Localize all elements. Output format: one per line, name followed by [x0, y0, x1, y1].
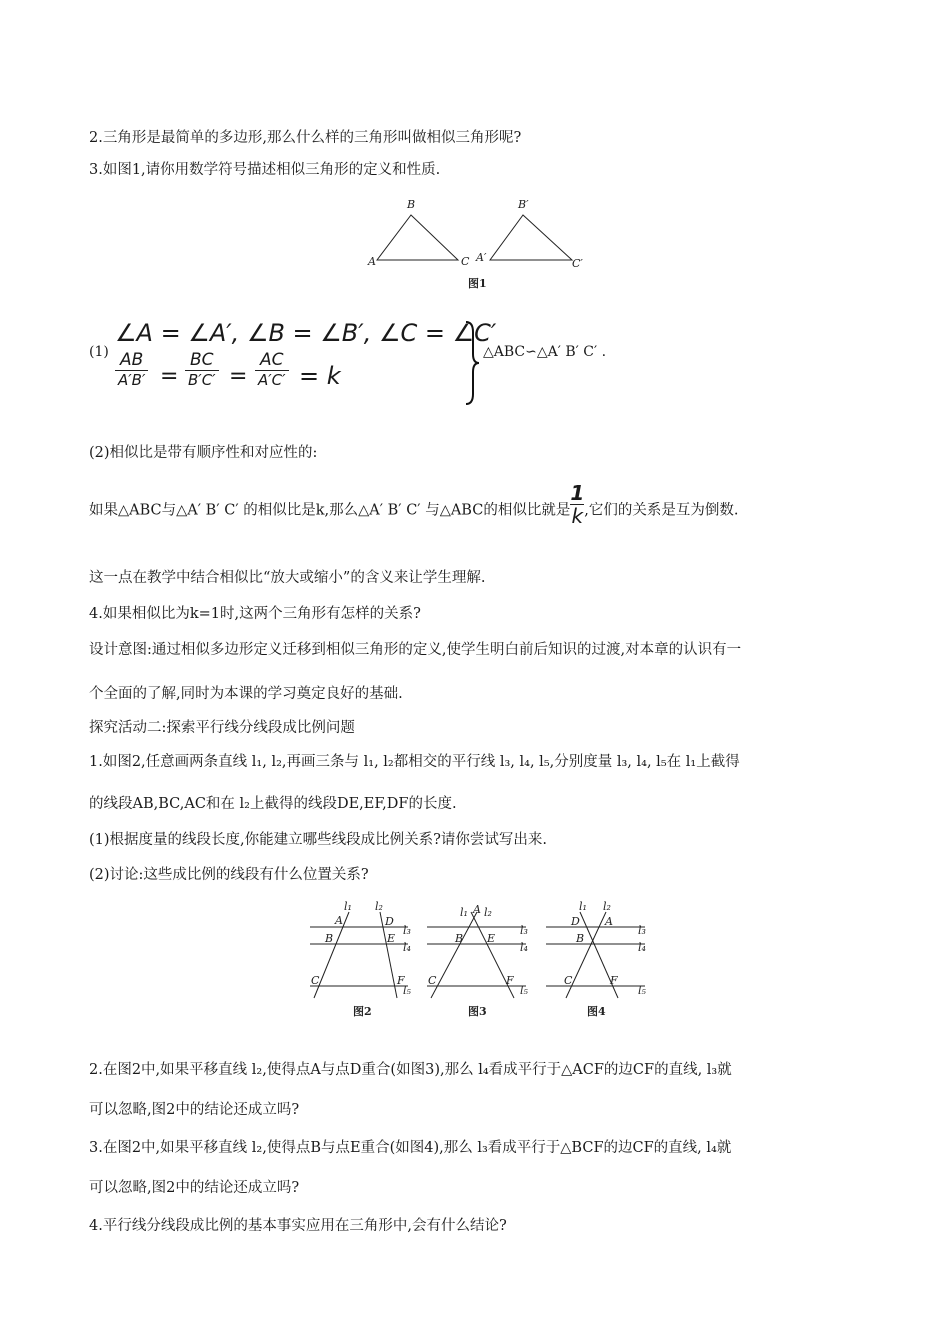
fig2-label-l4: l₄: [403, 941, 411, 954]
reciprocal-fraction: [570, 482, 584, 527]
fraction-denominator: k: [571, 504, 584, 528]
activity-2-q2-line-2: 可以忽略,图2中的结论还成立吗?: [89, 1102, 300, 1118]
fig2-label-A: A: [335, 914, 343, 927]
fig2-label-l3: l₃: [403, 924, 411, 937]
fig4-label-l1: l₁: [579, 900, 587, 913]
triangle-abc-prime: [490, 215, 572, 260]
question-3: 3.如图1,请你用数学符号描述相似三角形的定义和性质.: [89, 162, 441, 178]
ratio-bc-den: B′C′: [185, 370, 219, 389]
ratio-bc: [185, 350, 219, 389]
figure-1: [360, 195, 600, 295]
fig4-label-l3: l₃: [638, 924, 646, 937]
question-2: 2.三角形是最简单的多边形,那么什么样的三角形叫做相似三角形呢?: [89, 130, 522, 146]
fig3-label-A: A: [473, 903, 481, 916]
fig3-label-C: C: [428, 974, 437, 987]
fig4-label-C: C: [564, 974, 573, 987]
fig2-label-l1: l₁: [344, 900, 352, 913]
activity-2-q1-sub-2: (2)讨论:这些成比例的线段有什么位置关系?: [89, 867, 369, 883]
activity-2-q1-sub-1: (1)根据度量的线段长度,你能建立哪些线段成比例关系?请你尝试写出来.: [89, 832, 548, 848]
activity-2-q1-line-2: 的线段AB,BC,AC和在 l₂上截得的线段DE,EF,DF的长度.: [89, 796, 457, 812]
ratio-ac-den: A′C′: [255, 370, 289, 389]
label-B-prime: B′: [518, 198, 529, 211]
fig2-label-C: C: [311, 974, 320, 987]
fig3-label-l1: l₁: [460, 906, 468, 919]
fig3-label-F: F: [506, 974, 514, 987]
ratio-ab: [115, 350, 148, 389]
fig2-label-B: B: [325, 932, 334, 945]
label-A-prime: A′: [476, 251, 487, 264]
figure-3-caption: 图3: [468, 1005, 487, 1018]
fig4-label-D: D: [571, 915, 580, 928]
fig4-label-l5: l₅: [638, 984, 646, 997]
question-4: 4.如果相似比为k=1时,这两个三角形有怎样的关系?: [89, 606, 421, 622]
ratio-ac: [255, 350, 289, 389]
fig4-label-A: A: [605, 915, 613, 928]
ratio-ab-den: A′B′: [115, 370, 148, 389]
fig3-label-B: B: [455, 932, 464, 945]
fig3-line-l1: [431, 912, 477, 998]
ratio-bc-num: BC: [190, 350, 214, 370]
definition-block: [89, 318, 689, 408]
ratio-text-a: 如果△ABC与△A′ B′ C′ 的相似比是k,那么△A′ B′ C′ 与△ABC的相似比就是: [89, 502, 571, 519]
design-intent-line-1: 设计意图:通过相似多边形定义迁移到相似三角形的定义,使学生明白前后知识的过渡,对本章的认识有一: [89, 642, 742, 658]
fig3-label-l5: l₅: [520, 984, 528, 997]
teaching-note: 这一点在教学中结合相似比“放大或缩小”的含义来让学生理解.: [89, 570, 486, 586]
angle-equalities: ∠A = ∠A′, ∠B = ∠B′, ∠C = ∠C′: [115, 319, 497, 347]
activity-2-q3-line-1: 3.在图2中,如果平移直线 l₂,使得点B与点E重合(如图4),那么 l₃看成平行于△BCF的边CF的直线, l₄就: [89, 1140, 732, 1156]
activity-2-q2-line-1: 2.在图2中,如果平移直线 l₂,使得点A与点D重合(如图3),那么 l₄看成平行于△ACF的边CF的直线, l₃就: [89, 1062, 732, 1078]
ratio-ab-num: AB: [120, 350, 144, 370]
fig2-label-l5: l₅: [403, 984, 411, 997]
design-intent-line-2: 个全面的了解,同时为本课的学习奠定良好的基础.: [89, 686, 403, 702]
label-C: C: [461, 255, 470, 268]
activity-2-q4: 4.平行线分线段成比例的基本事实应用在三角形中,会有什么结论?: [89, 1218, 507, 1234]
fig2-label-D: D: [385, 915, 394, 928]
definition-prefix: (1): [89, 344, 109, 360]
figure-4-caption: 图4: [587, 1005, 606, 1018]
fig4-label-l2: l₂: [603, 900, 611, 913]
label-B: B: [407, 198, 416, 211]
similarity-conclusion: △ABC∽△A′ B′ C′ .: [483, 344, 607, 360]
fig4-label-B: B: [576, 932, 585, 945]
fig3-label-E: E: [487, 932, 496, 945]
right-brace-icon: [463, 320, 481, 406]
activity-2-q3-line-2: 可以忽略,图2中的结论还成立吗?: [89, 1180, 300, 1196]
fig2-label-F: F: [397, 974, 405, 987]
equals-1: =: [160, 364, 179, 389]
fig2-label-l2: l₂: [375, 900, 383, 913]
ratio-equals-k: = k: [299, 362, 341, 390]
ratio-text-b: ,它们的关系是互为倒数.: [584, 502, 739, 519]
equals-2: =: [229, 364, 248, 389]
label-C-prime: C′: [572, 257, 583, 270]
fig4-label-l4: l₄: [638, 941, 646, 954]
fig4-label-F: F: [610, 974, 618, 987]
triangle-abc: [377, 215, 458, 260]
figure-2-caption: 图2: [353, 1005, 372, 1018]
ratio-paragraph: [89, 481, 739, 538]
activity-2-q1-line-1: 1.如图2,任意画两条直线 l₁, l₂,再画三条与 l₁, l₂都相交的平行线 l₃, l₄, l₅,分别度量 l₃, l₄, l₅在 l₁上截得: [89, 754, 740, 770]
ratio-title: (2)相似比是带有顺序性和对应性的:: [89, 445, 318, 461]
label-A: A: [368, 255, 376, 268]
fig3-label-l4: l₄: [520, 941, 528, 954]
fig2-label-E: E: [387, 932, 396, 945]
figures-2-3-4: [300, 898, 660, 1023]
fig3-label-l2: l₂: [484, 906, 492, 919]
activity-2-title: 探究活动二:探索平行线分线段成比例问题: [89, 720, 355, 736]
ratio-ac-num: AC: [260, 350, 284, 370]
fraction-numerator: 1: [570, 481, 585, 505]
figure-1-caption: 图1: [468, 277, 487, 290]
fig3-label-l3: l₃: [520, 924, 528, 937]
